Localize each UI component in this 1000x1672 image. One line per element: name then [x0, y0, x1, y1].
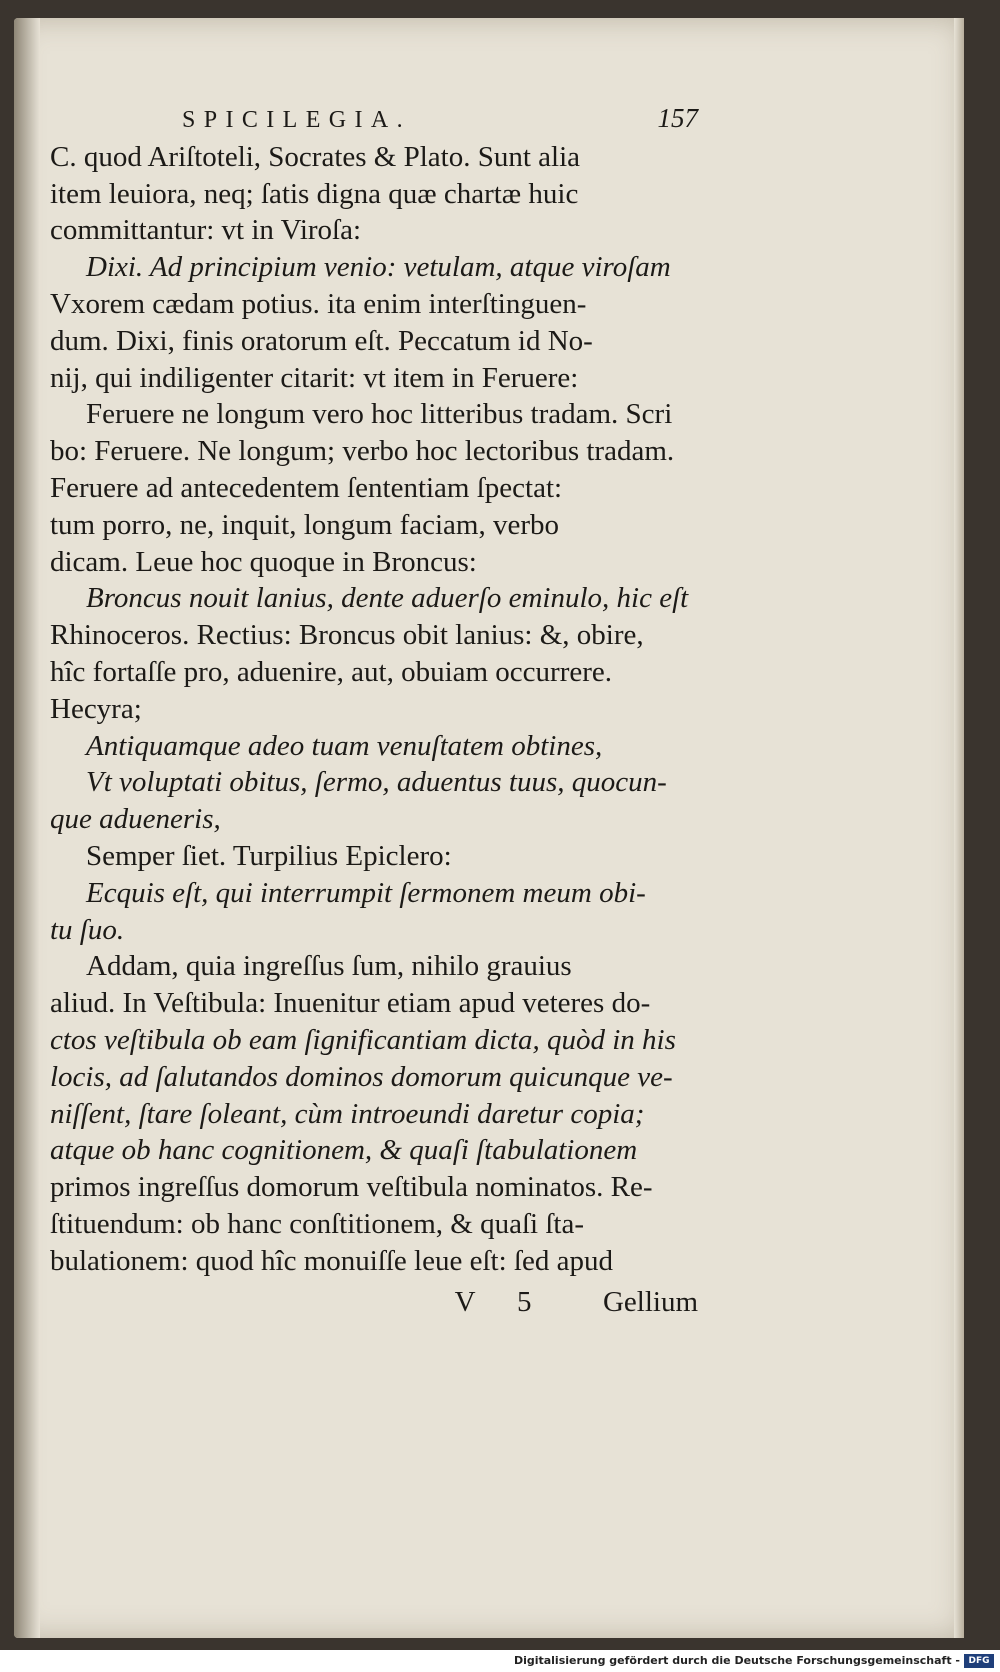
page-edge — [954, 18, 964, 1638]
text-line: Semper ſiet. Turpilius Epiclero: — [86, 839, 452, 872]
text-line: bo: Feruere. Ne longum; verbo hoc lectoribus tradam. — [50, 435, 675, 468]
page-gutter — [14, 18, 40, 1638]
text-line: Hecyra; — [50, 692, 142, 725]
running-header — [182, 100, 698, 139]
folio-number: 157 — [657, 103, 698, 133]
text-line: committantur: vt in Viroſa: — [50, 214, 362, 247]
text-line: atque ob hanc cognitionem, & quaſi ſtabulationem — [50, 1134, 638, 1167]
text-block — [50, 100, 698, 1320]
text-line: bulationem: quod hîc monuiſſe leue eſt: ſed apud — [50, 1244, 613, 1277]
text-line: Broncus nouit lanius, dente aduerſo eminulo, hic eſt — [86, 582, 689, 615]
text-line: Rhinoceros. Rectius: Broncus obit lanius: &, obire, — [50, 619, 644, 652]
text-line: ſtituendum: ob hanc conſtitionem, & quaſi ſta- — [50, 1207, 584, 1240]
page-footer — [50, 1284, 698, 1321]
text-line: nij, qui indiligenter citarit: vt item in Feruere: — [50, 361, 579, 394]
text-line: primos ingreſſus domorum veſtibula nominatos. Re- — [50, 1171, 653, 1204]
text-line: tum porro, ne, inquit, longum faciam, verbo — [50, 508, 560, 541]
credit-bar — [0, 1650, 1000, 1672]
signature-mark: V 5 — [454, 1285, 549, 1318]
dfg-logo-icon: DFG — [964, 1654, 994, 1668]
text-line: tu ſuo. — [50, 913, 125, 946]
body-text — [50, 139, 698, 1280]
book-page — [14, 18, 964, 1638]
text-line: Feruere ad antecedentem ſententiam ſpectat: — [50, 471, 563, 504]
text-line: Ecquis eſt, qui interrumpit ſermonem meum obi- — [86, 876, 646, 909]
text-line: locis, ad ſalutandos dominos domorum quicunque ve- — [50, 1060, 673, 1093]
running-title: SPICILEGIA. — [182, 107, 412, 133]
text-line: aliud. In Veſtibula: Inuenitur etiam apud veteres do- — [50, 987, 651, 1020]
text-line: dicam. Leue hoc quoque in Broncus: — [50, 545, 477, 578]
text-line: C. quod Ariſtoteli, Socrates & Plato. Sunt alia — [50, 140, 581, 173]
text-line: Vt voluptati obitus, ſermo, aduentus tuus, quocun- — [86, 766, 667, 799]
text-line: que adueneris, — [50, 803, 221, 836]
text-line: dum. Dixi, finis oratorum eſt. Peccatum id No- — [50, 324, 593, 357]
text-line: Dixi. Ad principium venio: vetulam, atque viroſam — [86, 251, 671, 284]
text-line: Addam, quia ingreſſus ſum, nihilo grauius — [86, 950, 572, 983]
text-line: Feruere ne longum vero hoc litteribus tradam. Scri — [86, 398, 673, 431]
dfg-credit-text: Digitalisierung gefördert durch die Deutsche Forschungsgemeinschaft - — [513, 1654, 960, 1667]
text-line: Vxorem cædam potius. ita enim interſtinguen- — [50, 287, 587, 320]
catchword: Gellium — [602, 1285, 698, 1318]
text-line: item leuiora, neq; ſatis digna quæ chartæ huic — [50, 177, 579, 210]
text-line: ctos veſtibula ob eam ſignificantiam dicta, quòd in his — [50, 1023, 676, 1056]
text-line: niſſent, ſtare ſoleant, cùm introeundi daretur copia; — [50, 1097, 645, 1130]
text-line: hîc fortaſſe pro, aduenire, aut, obuiam occurrere. — [50, 655, 613, 688]
text-line: Antiquamque adeo tuam venuſtatem obtines, — [86, 729, 603, 762]
